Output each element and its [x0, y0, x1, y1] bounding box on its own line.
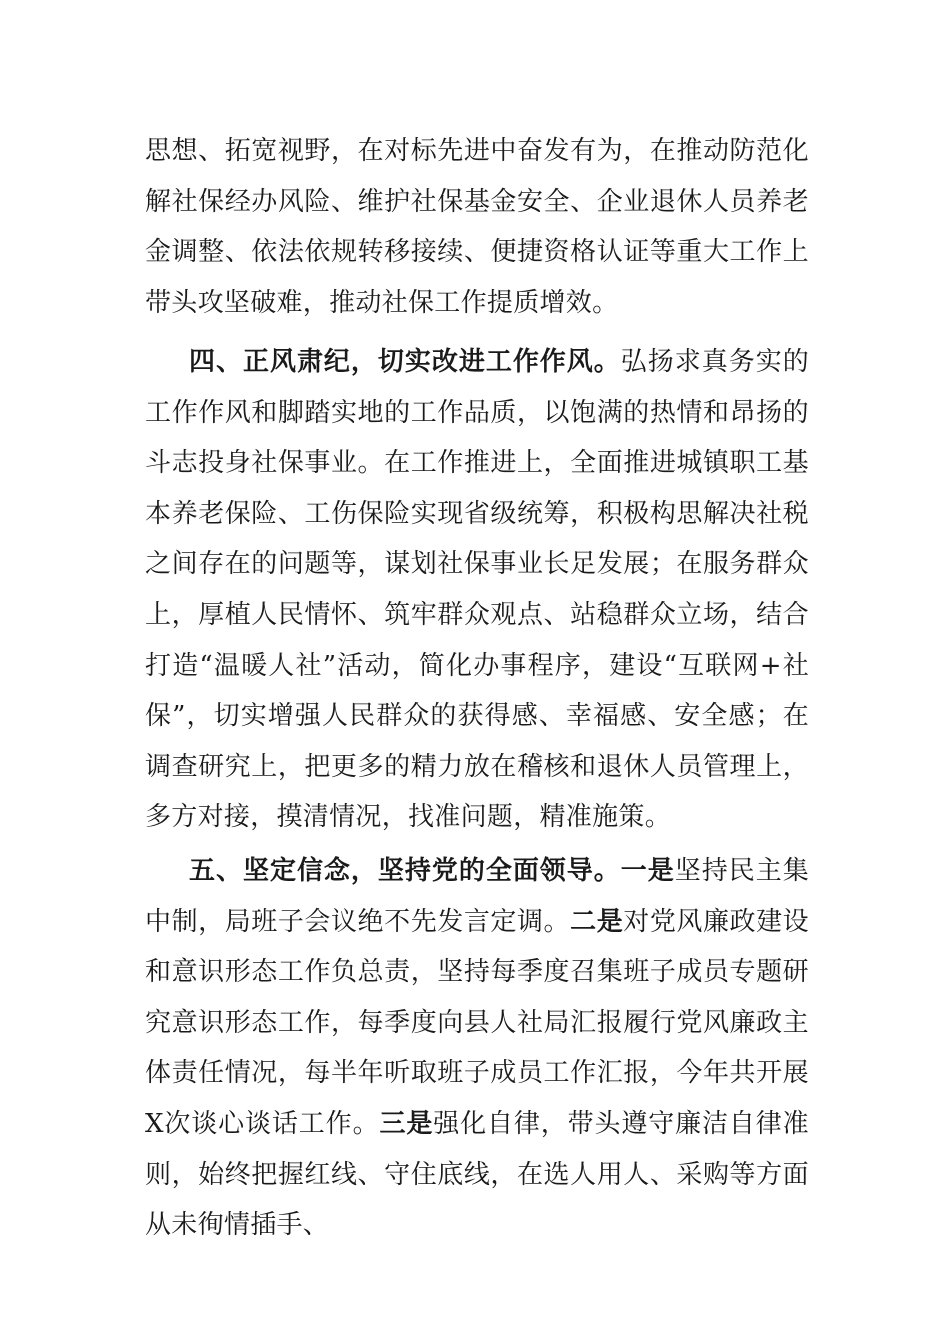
paragraph-3-text-2: 对党风廉政建设和意识形态工作负总责，坚持每季度召集班子成员专题研究意识形态工作，每季度向县人社局汇报履行党风廉政主体责任情况，每半年听取班子成员工作汇报，今年共开展Ⅹ次谈心谈话工作。 [145, 906, 809, 1139]
paragraph-3-text-1: 坚持民主集中制，局班子会议绝不先发言定调。 [145, 856, 809, 937]
paragraph-3 [145, 846, 809, 1251]
list-marker-1: 一是 [620, 856, 675, 886]
paragraph-3-text-3: 强化自律，带头遵守廉洁自律准则，始终把握红线、守住底线，在选人用人、采购等方面从未徇情插手、 [145, 1108, 809, 1241]
section-heading-4: 四、正风肃纪，切实改进工作作风。 [189, 347, 621, 377]
paragraph-2 [145, 337, 809, 843]
section-heading-5: 五、坚定信念，坚持党的全面领导。 [189, 856, 621, 886]
list-marker-3: 三是 [379, 1108, 434, 1139]
paragraph-1-text: 思想、拓宽视野，在对标先进中奋发有为，在推动防范化解社保经办风险、维护社保基金安全、企业退休人员养老金调整、依法依规转移接续、便捷资格认证等重大工作上带头攻坚破难，推动社保工作提质增效。 [145, 136, 809, 318]
paragraph-2-text: 弘扬求真务实的工作作风和脚踏实地的工作品质，以饱满的热情和昂扬的斗志投身社保事业。在工作推进上，全面推进城镇职工基本养老保险、工伤保险实现省级统筹，积极构思解决社税之间存在的问题等，谋划社保事业长足发展；在服务群众上，厚植人民情怀、筑牢群众观点、站稳群众立场，结合打造“温暖人社”活动，简化办事程序，建设“互联网+社保”，切实增强人民群众的获得感、幸福感、安全感；在调查研究上，把更多的精力放在稽核和退休人员管理上，多方对接，摸清情况，找准问题，精准施策。 [145, 347, 809, 833]
list-marker-2: 二是 [570, 906, 624, 937]
paragraph-1 [145, 126, 809, 328]
